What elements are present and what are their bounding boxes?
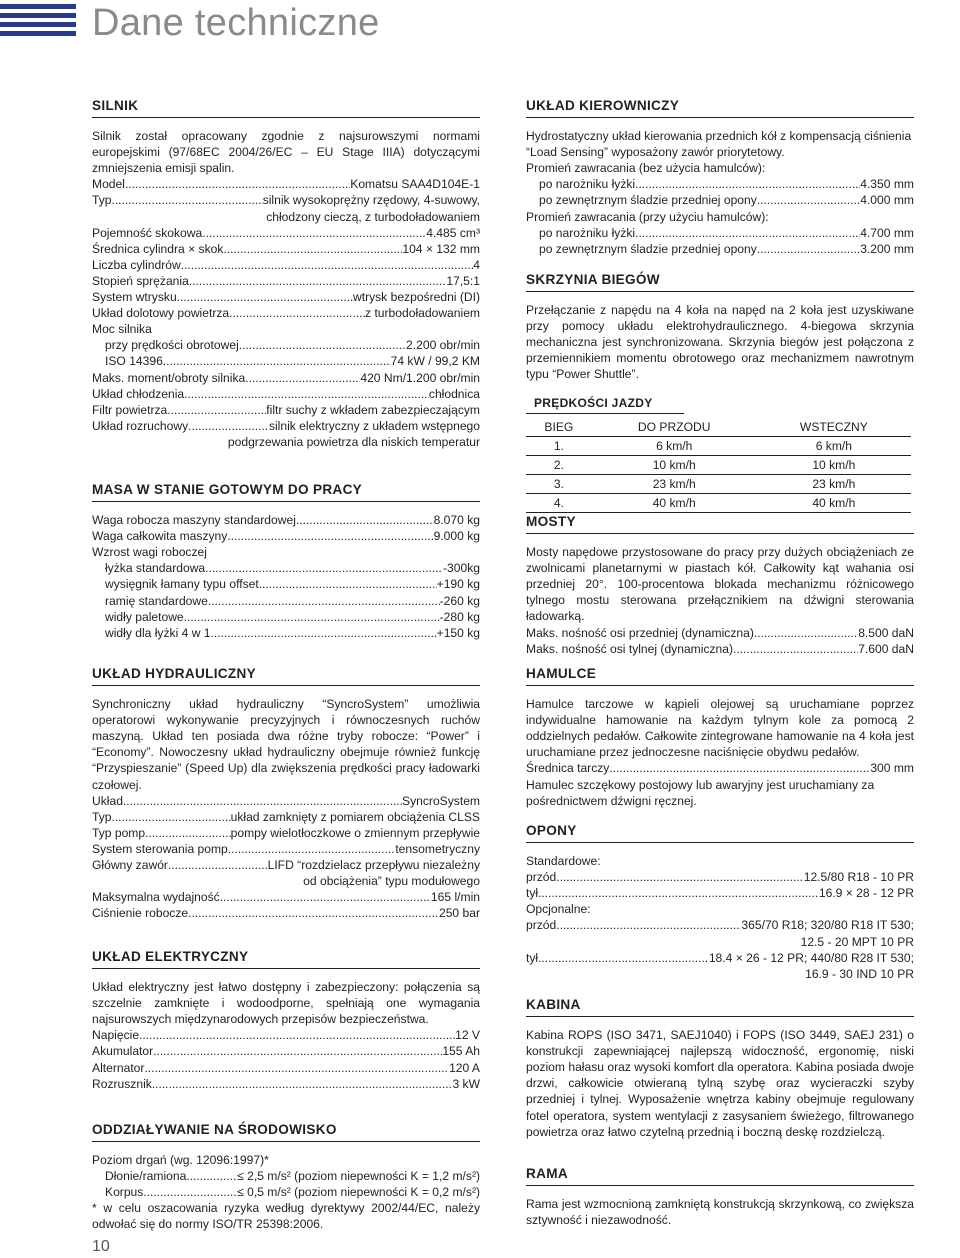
- section-heading: ODDZIAŁYWANIE NA ŚRODOWISKO: [92, 1122, 480, 1142]
- spec-continuation: chłodzony cieczą, z turbodoładowaniem: [266, 209, 480, 224]
- spec-row: [92, 370, 480, 386]
- spec-value: 12 V: [455, 1028, 480, 1043]
- spec-label: Moc silnika: [92, 322, 152, 337]
- spec-label: wysięgnik łamany typu offset: [105, 577, 259, 592]
- section-intro: Silnik został opracowany zgodnie z najsurowszymi normami europejskimi (97/68EC 2004/26/EC – EU Stage IIIA) dotyczącymi zmniejszenia emisji spalin.: [92, 129, 480, 176]
- table-cell: 4.: [526, 494, 592, 513]
- spec-value: -260 kg: [439, 593, 480, 608]
- spec-label: łyżka standardowa: [105, 561, 206, 576]
- spec-row: [92, 609, 480, 625]
- section-mosty: [526, 514, 914, 657]
- spec-value: LIFD “rozdzielacz przepływu niezależny: [267, 858, 480, 873]
- section-opony: [526, 823, 914, 982]
- spec-label: po narożniku łyżki: [539, 177, 636, 192]
- spec-row: [92, 337, 480, 353]
- table-header-cell: DO PRZODU: [592, 418, 757, 437]
- spec-label: Typ pomp: [92, 825, 146, 840]
- spec-value: 3 kW: [452, 1076, 480, 1091]
- spec-list: [526, 176, 914, 208]
- spec-row: [92, 289, 480, 305]
- spec-list: [526, 225, 914, 257]
- spec-label: Rozrusznik: [92, 1076, 152, 1091]
- table-cell: 40 km/h: [592, 494, 757, 513]
- spec-value: 4: [473, 257, 480, 272]
- spec-row: [526, 885, 914, 901]
- spec-value: 12.5/80 R18 - 10 PR: [803, 870, 914, 885]
- page-number: 10: [92, 1238, 110, 1255]
- table-cell: 6 km/h: [757, 436, 911, 455]
- section-kierowniczy: [526, 98, 914, 257]
- section-heading: OPONY: [526, 823, 914, 843]
- spec-row: [526, 869, 914, 885]
- table-row: [526, 455, 911, 474]
- spec-label: Układ rozruchowy: [92, 418, 189, 433]
- table-header-cell: BIEG: [526, 418, 592, 437]
- spec-label: Filtr powietrza: [92, 402, 168, 417]
- section-hamulce: [526, 666, 914, 809]
- spec-label: Liczba cylindrów: [92, 257, 181, 272]
- table-row: [526, 474, 911, 493]
- spec-row: [92, 528, 480, 544]
- spec-list: [526, 869, 914, 901]
- section-heading: MOSTY: [526, 514, 914, 534]
- spec-row: [92, 1168, 480, 1184]
- spec-value: 120 A: [449, 1060, 480, 1075]
- spec-list: [92, 512, 480, 641]
- spec-row: [526, 760, 914, 776]
- spec-row: [526, 225, 914, 241]
- spec-label: Typ: [92, 809, 112, 824]
- spec-row: [526, 241, 914, 257]
- table-row: [526, 494, 911, 513]
- spec-row: [92, 192, 480, 208]
- section-silnik: [92, 98, 480, 450]
- section-intro: Hamulce tarczowe w kąpieli olejowej są uruchamiane poprzez indywidualne hamowanie na każdym tylnym kole za pomocą 2 oddzielnych pedałów. Całkowite zintegrowane hamowanie na 4 koła jest uruchamiane przez jednoczesne naciśnięcie obydwu pedałów.: [526, 697, 914, 760]
- spec-row: [92, 241, 480, 257]
- spec-label: Układ dolotowy powietrza: [92, 306, 230, 321]
- spec-label: Układ chłodzenia: [92, 386, 185, 401]
- spec-label: Typ: [92, 193, 112, 208]
- section-srodowisko: [92, 1122, 480, 1233]
- spec-label: widły paletowe: [105, 609, 184, 624]
- spec-value: 3.200 mm: [860, 241, 914, 256]
- spec-label: System sterowania pomp: [92, 841, 228, 856]
- table-cell: 6 km/h: [592, 436, 757, 455]
- section-intro: Hydrostatyczny układ kierowania przednich kół z kompensacją ciśnienia “Load Sensing” wyposażony zawór priorytetowy.: [526, 129, 912, 160]
- spec-label: Akumulator: [92, 1044, 154, 1059]
- spec-label: ramię standardowe: [105, 593, 208, 608]
- spec-value: 7.600 daN: [858, 641, 914, 656]
- section-heading: HAMULCE: [526, 666, 914, 686]
- table-row: [526, 436, 911, 455]
- optional-label: Opcjonalne:: [526, 902, 591, 917]
- table-cell: 1.: [526, 436, 592, 455]
- spec-label: Główny zawór: [92, 858, 168, 873]
- spec-value: filtr suchy z wkładem zabezpieczającym: [266, 402, 480, 417]
- spec-row: [92, 305, 480, 321]
- spec-row: [92, 512, 480, 528]
- spec-label: po narożniku łyżki: [539, 225, 636, 240]
- section-heading: UKŁAD ELEKTRYCZNY: [92, 949, 480, 969]
- section-heading: UKŁAD KIEROWNICZY: [526, 98, 914, 118]
- spec-list: [526, 760, 914, 776]
- section-rama: [526, 1166, 914, 1228]
- section-hydraulika: [92, 666, 480, 921]
- section-masa: [92, 482, 480, 641]
- table-cell: 2.: [526, 455, 592, 474]
- spec-row: [92, 257, 480, 273]
- spec-row: [526, 625, 914, 641]
- spec-row: [526, 192, 914, 208]
- spec-label: przy prędkości obrotowej: [105, 338, 239, 353]
- spec-label: Maks. nośność osi przedniej (dynamiczna): [526, 625, 754, 640]
- spec-row: [92, 625, 480, 641]
- section-elektryka: [92, 949, 480, 1092]
- spec-label: po zewnętrznym śladzie przedniej opony: [539, 193, 757, 208]
- spec-label: Średnica tarczy: [526, 761, 610, 776]
- spec-row: [526, 641, 914, 657]
- section-heading: MASA W STANIE GOTOWYM DO PRACY: [92, 482, 480, 502]
- spec-row: przód ..... 365/70 R18; 320/80 R18 IT 530;: [526, 917, 914, 933]
- spec-value: +150 kg: [436, 625, 480, 640]
- spec-value: 104 × 132 mm: [402, 241, 480, 256]
- spec-label: przód: [526, 870, 557, 885]
- speed-table-heading: PRĘDKOŚCI JAZDY: [526, 395, 684, 414]
- spec-label: Maksymalna wydajność: [92, 890, 220, 905]
- spec-row: [526, 176, 914, 192]
- spec-value: 4.700 mm: [860, 225, 914, 240]
- section-outro: Hamulec szczękowy postojowy lub awaryjny jest uruchamiany za pośrednictwem dźwigni ręcznej.: [526, 777, 875, 808]
- spec-label: po zewnętrznym śladzie przedniej opony: [539, 241, 757, 256]
- spec-label: tył: [526, 886, 539, 901]
- spec-label: Maks. nośność osi tylnej (dynamiczna): [526, 641, 734, 656]
- spec-value: +190 kg: [436, 577, 480, 592]
- spec-label: Waga całkowita maszyny: [92, 529, 228, 544]
- spec-value: z turbodoładowaniem: [365, 306, 480, 321]
- spec-row: [92, 857, 480, 873]
- turning-radius-title: Promień zawracania (przy użyciu hamulców):: [526, 209, 769, 224]
- spec-value: 155 Ah: [442, 1044, 480, 1059]
- spec-continuation: podgrzewania powietrza dla niskich temperatur: [227, 434, 480, 449]
- spec-value: wtrysk bezpośredni (DI): [352, 290, 480, 305]
- section-intro: Przełączanie z napędu na 4 koła na napęd na 2 koła jest uzyskiwane przy pomocy układu elektrohydraulicznego. 4-biegowa skrzynia mechaniczna jest synchronizowana. Skrzynia biegów jest połączona z przemiennikiem momentu obrotowego oraz mechanizmem nawrotnym typu “Power Shuttle”.: [526, 303, 914, 382]
- spec-label: Dłonie/ramiona: [105, 1169, 187, 1184]
- spec-label: Średnica cylindra × skok: [92, 241, 224, 256]
- spec-label: System wtrysku: [92, 290, 177, 305]
- section-heading: KABINA: [526, 997, 914, 1017]
- spec-label: Model: [92, 177, 125, 192]
- spec-list: [92, 1168, 480, 1200]
- table-header-cell: WSTECZNY: [757, 418, 911, 437]
- spec-label: Korpus: [105, 1185, 144, 1200]
- spec-value: 8.070 kg: [433, 513, 480, 528]
- spec-row: [92, 1027, 480, 1043]
- spec-value: Komatsu SAA4D104E-1: [350, 177, 480, 192]
- spec-value: silnik wysokoprężny rzędowy, 4-suwowy,: [262, 193, 480, 208]
- turning-radius-title: Promień zawracania (bez użycia hamulców):: [526, 161, 766, 176]
- spec-value: 9.000 kg: [433, 529, 480, 544]
- section-intro: Kabina ROPS (ISO 3471, SAEJ1040) i FOPS (ISO 3449, SAEJ 231) o konstrukcji zapewniającej najlepszą widoczność, ergonomię, niski poziom hałasu oraz wysoki komfort dla operatora. Kabina posiada dwoje drzwi, całkowicie otwieraną tylną szybę oraz wycieraczki szyby przedniej i tylnej. Wyposażenie wnętrza kabiny obejmuje regulowany fotel operatora, system wentylacji z zasysaniem świeżego, filtrowanego powietrza oraz łatwo czytelną przednią i boczną deskę rozdzielczą.: [526, 1028, 914, 1139]
- spec-value: 16.9 × 28 - 12 PR: [818, 886, 914, 901]
- spec-value: 4.000 mm: [860, 193, 914, 208]
- spec-label: widły dla łyżki 4 w 1: [105, 625, 211, 640]
- table-cell: 23 km/h: [592, 474, 757, 493]
- spec-continuation: 16.9 - 30 IND 10 PR: [805, 966, 914, 981]
- spec-row: [92, 1076, 480, 1092]
- spec-label: Pojemność skokowa: [92, 225, 203, 240]
- brand-stripes-logo: [0, 4, 76, 40]
- spec-list: [92, 1027, 480, 1091]
- spec-value: silnik elektryczny z układem wstępnego: [268, 418, 480, 433]
- table-cell: 10 km/h: [757, 455, 911, 474]
- spec-value: 17,5:1: [446, 273, 480, 288]
- spec-row: [92, 402, 480, 418]
- spec-value: 8.500 daN: [858, 625, 914, 640]
- spec-continuation: 12.5 - 20 MPT 10 PR: [800, 934, 914, 949]
- spec-row: [92, 905, 480, 921]
- spec-list: [526, 625, 914, 657]
- spec-value: 250 bar: [438, 906, 480, 921]
- spec-row: [92, 386, 480, 402]
- spec-row: tył ..... 18.4 × 26 - 12 PR; 440/80 R28 IT 530;: [526, 950, 914, 966]
- spec-value: 74 kW / 99,2 KM: [390, 354, 480, 369]
- spec-row: [92, 273, 480, 289]
- section-intro: Układ elektryczny jest łatwo dostępny i zabezpieczony: połączenia są szczelnie zamknięte i wodoodporne, spełniają one wymagania najsurowszych międzynarodowych przepisów bezpieczeństwa.: [92, 980, 480, 1027]
- spec-list: [92, 176, 480, 450]
- spec-label: Alternator: [92, 1060, 145, 1075]
- spec-row: [92, 176, 480, 192]
- spec-row: [92, 225, 480, 241]
- spec-row: [92, 889, 480, 905]
- spec-row: [92, 353, 480, 369]
- spec-value: pompy wielotłoczkowe o zmiennym przepływie: [230, 825, 480, 840]
- vibration-title: Poziom drgań (wg. 12096:1997)*: [92, 1153, 269, 1168]
- table-cell: 23 km/h: [757, 474, 911, 493]
- footnote: * w celu oszacowania ryzyka według dyrektywy 2002/44/EC, należy odwołać się do normy ISO/TR 25398:2006.: [92, 1201, 480, 1232]
- spec-row: [92, 593, 480, 609]
- spec-value: ≤ 2,5 m/s² (poziom niepewności K = 1,2 m/s²): [237, 1169, 480, 1184]
- spec-continuation: od obciążenia” typu modułowego: [303, 874, 480, 889]
- section-intro: Mosty napędowe przystosowane do pracy przy dużych obciążeniach ze zwolnicami planetarnymi w piastach kół. Całkowity kąt wahania osi przedniej 20°. 100-procentowa blokada mechanizmu różnicowego tylnego mostu sterowana przełącznikiem na dźwigni sterowania ładowarką.: [526, 545, 914, 624]
- spec-label: Stopień sprężania: [92, 273, 189, 288]
- spec-value: -300kg: [443, 561, 480, 576]
- spec-value: 300 mm: [870, 761, 914, 776]
- spec-label: Maks. moment/obroty silnika: [92, 370, 246, 385]
- spec-row: [92, 825, 480, 841]
- section-intro: Synchroniczny układ hydrauliczny “SyncroSystem” umożliwia operatorowi wykonywanie precyzyjnych i równoczesnych ruchów maszyną. Układ ten posiada dwa różne tryby robocze: “Power” i “Economy”. Nowoczesny układ hydrauliczny obejmuje również funkcję “Przyspieszanie” (Speed Up) dla zwiększenia prędkości pracy ładowarki czołowej.: [92, 697, 480, 792]
- section-heading: UKŁAD HYDRAULICZNY: [92, 666, 480, 686]
- spec-row: [92, 793, 480, 809]
- spec-value: 4.485 cm³: [426, 225, 480, 240]
- spec-label: Waga robocza maszyny standardowej: [92, 513, 296, 528]
- spec-value: 420 Nm/1.200 obr/min: [360, 370, 480, 385]
- spec-row: [92, 841, 480, 857]
- spec-value: 165 l/min: [430, 890, 480, 905]
- section-heading: SILNIK: [92, 98, 480, 118]
- section-heading: SKRZYNIA BIEGÓW: [526, 272, 914, 292]
- spec-row: [92, 809, 480, 825]
- spec-row: [92, 560, 480, 576]
- spec-value: -280 kg: [439, 609, 480, 624]
- spec-value: 4.350 mm: [860, 177, 914, 192]
- table-cell: 3.: [526, 474, 592, 493]
- section-intro: Rama jest wzmocnioną zamkniętą konstrukcją skrzynkową, co zwiększa sztywność i niezawodność.: [526, 1197, 914, 1228]
- table-cell: 40 km/h: [757, 494, 911, 513]
- spec-value: chłodnica: [428, 386, 480, 401]
- spec-label: Ciśnienie robocze: [92, 906, 189, 921]
- speed-table: [526, 418, 911, 513]
- table-cell: 10 km/h: [592, 455, 757, 474]
- page-title: Dane techniczne: [92, 2, 380, 44]
- spec-label: Napięcie: [92, 1028, 140, 1043]
- spec-value: 2.200 obr/min: [406, 338, 480, 353]
- spec-row: [92, 418, 480, 434]
- spec-label: Układ: [92, 793, 123, 808]
- spec-value: układ zamknięty z pomiarem obciążenia CLSS: [230, 809, 480, 824]
- section-kabina: [526, 997, 914, 1140]
- spec-row: [92, 1060, 480, 1076]
- spec-list: [92, 793, 480, 922]
- spec-row: [92, 576, 480, 592]
- table-header-row: [526, 418, 911, 437]
- spec-value: ≤ 0,5 m/s² (poziom niepewności K = 0,2 m/s²): [237, 1185, 480, 1200]
- section-heading: RAMA: [526, 1166, 914, 1186]
- spec-value: tensometryczny: [395, 841, 480, 856]
- spec-value: SyncroSystem: [402, 793, 480, 808]
- spec-row: [92, 1184, 480, 1200]
- spec-row: [92, 1043, 480, 1059]
- spec-label: ISO 14396: [105, 354, 163, 369]
- spec-label: Wzrost wagi roboczej: [92, 545, 207, 560]
- section-skrzynia: [526, 272, 914, 513]
- standard-label: Standardowe:: [526, 854, 601, 869]
